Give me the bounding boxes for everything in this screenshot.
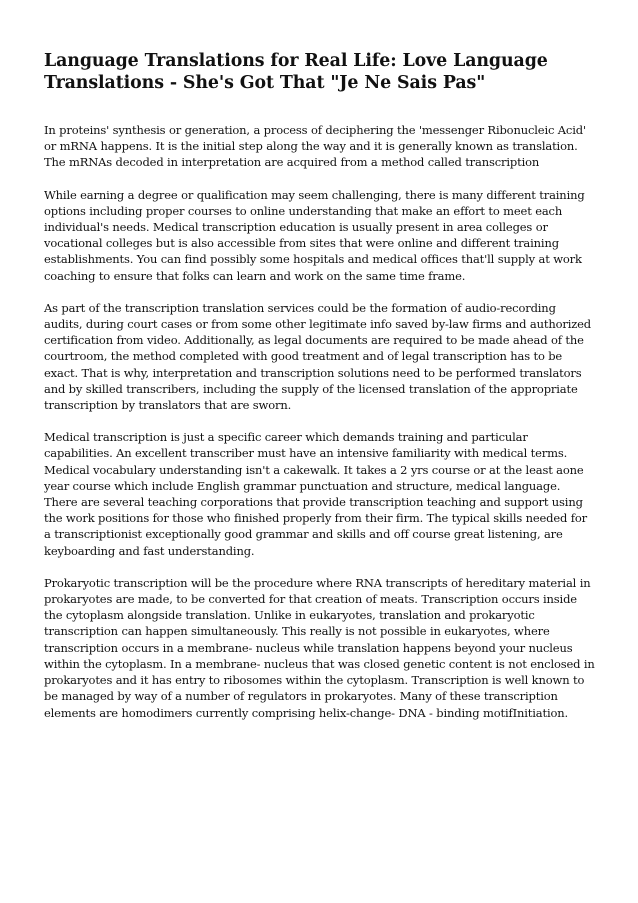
paragraph-4: Medical transcription is just a specific career which demands training and particular capabilities. An excellent transcriber must have an intensive familiarity with medical terms. Medical vocabulary understanding isn't a cakewalk. It takes a 2 yrs course or at the least aone year course which include English grammar punctuation and structure, medical language. There are several teaching corporations that provide transcription teaching and support using the work positions for those who finished properly from their firm. The typical skills needed for a transcriptionist exceptionally good grammar and skills and off course great listening, are keyboarding and fast understanding.	[44, 430, 587, 558]
paragraph-3: As part of the transcription translation services could be the formation of audio-recording audits, during court cases or from some other legitimate info saved by-law firms and authorized certification from video. Additionally, as legal documents are required to be made ahead of the courtroom, the method completed with good treatment and of legal transcription has to be exact. That is why, interpretation and transcription solutions need to be performed translators and by skilled transcribers, including the supply of the licensed translation of the appropriate transcription by translators that are sworn.	[44, 300, 592, 413]
paragraph-2: While earning a degree or qualification may seem challenging, there is many different training options including proper courses to online understanding that make an effort to meet each individual's needs. Medical transcription education is usually present in area colleges or vocational colleges but is also accessible from sites that were online and different training establishments. You can find possibly some hospitals and medical offices that'll supply at work coaching to ensure that folks can learn and work on the same time frame.	[44, 187, 585, 283]
document-page	[44, 50, 596, 737]
document-title: Language Translations for Real Life: Love Language Translations - She's Got That "Je Ne Sais Pas"	[44, 51, 548, 93]
paragraph-5: Prokaryotic transcription will be the procedure where RNA transcripts of hereditary material in prokaryotes are made, to be converted for that creation of meats. Transcription occurs inside the cytoplasm alongside translation. Unlike in eukaryotes, translation and prokaryotic transcription can happen simultaneously. This really is not possible in eukaryotes, where transcription occurs in a membrane- nucleus while translation happens beyond your nucleus within the cytoplasm. In a membrane- nucleus that was closed genetic content is not enclosed in prokaryotes and it has entry to ribosomes within the cytoplasm. Transcription is well known to be managed by way of a number of regulators in prokaryotes. Many of these transcription elements are homodimers currently comprising helix-change- DNA - binding motifInitiation.	[44, 575, 595, 720]
paragraph-1: In proteins' synthesis or generation, a process of deciphering the 'messenger Ribonucleic Acid' or mRNA happens. It is the initial step along the way and it is generally known as translation. The mRNAs decoded in interpretation are acquired from a method called transcription	[44, 123, 586, 170]
